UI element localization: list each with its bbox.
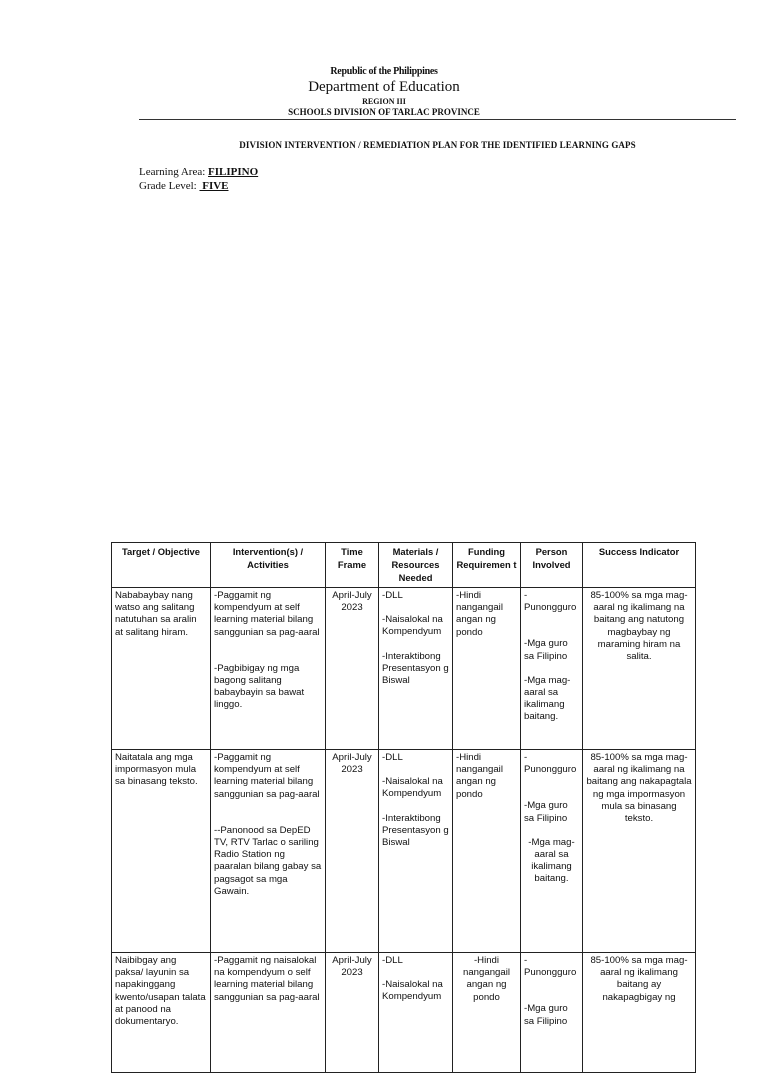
intervention-cell (211, 953, 326, 1073)
target-cell: Naitatala ang mga impormasyon mula sa binasang teksto. (112, 750, 211, 953)
person-item: - Punongguro (524, 752, 577, 776)
success-cell: 85-100% sa mga mag-aaral ng ikalimang na baitang ang nakapagtala ng mga impormasyon mula sa binasang teksto. (583, 750, 696, 953)
department-heading: Department of Education (308, 79, 460, 95)
person-item: - Punongguro (524, 955, 577, 979)
person-item: - Punongguro (524, 590, 577, 614)
region-heading: REGION III (362, 97, 406, 106)
col-header-person: Person Involved (521, 543, 583, 588)
intervention-plan-table (111, 542, 696, 1073)
republic-heading: Republic of the Philippines (330, 66, 438, 77)
col-header-target: Target / Objective (112, 543, 211, 588)
intervention-item: -Paggamit ng naisalokal na kompendyum o self learning material bilang sanggunian sa pag-aaral (214, 955, 320, 1003)
col-header-time-frame: Time Frame (326, 543, 379, 588)
materials-item: -Interaktibong Presentasyon g Biswal (382, 812, 449, 849)
materials-cell (379, 750, 453, 953)
intervention-item: -Pagbibigay ng mga bagong salitang babaybayin sa bawat linggo. (214, 662, 305, 711)
target-cell: Nababaybay nang watso ang salitang natutuhan sa aralin at salitang hiram. (112, 588, 211, 750)
header-divider (139, 119, 736, 120)
person-item: -Mga mag-aaral sa ikalimang baitang. (528, 836, 575, 885)
col-header-materials: Materials / Resources Needed (379, 543, 453, 588)
materials-cell (379, 953, 453, 1073)
success-cell: 85-100% sa mga mag-aaral ng ikalimang baitang ay nakapagbigay ng (583, 953, 696, 1073)
time-frame-cell: April-July 2023 (326, 953, 379, 1073)
person-cell (521, 588, 583, 750)
learning-area-value: FILIPINO (208, 166, 259, 178)
col-header-intervention: Intervention(s) / Activities (211, 543, 326, 588)
person-cell (521, 953, 583, 1073)
grade-level (139, 180, 229, 192)
table-row (112, 750, 696, 953)
time-frame-cell: April-July 2023 (326, 588, 379, 750)
funding-cell: -Hindi nangangail angan ng pondo (453, 953, 521, 1073)
materials-item: -DLL (382, 590, 403, 601)
intervention-item: -Paggamit ng kompendyum at self learning material bilang sanggunian sa pag-aaral (214, 590, 320, 638)
intervention-item: --Panonood sa DepED TV, RTV Tarlac o sariling Radio Station ng paaralan bilang gabay sa pagsagot sa mga Gawain. (214, 824, 322, 897)
table-row (112, 953, 696, 1073)
person-item: -Mga guro sa Filipino (524, 638, 568, 662)
success-cell: 85-100% sa mga mag-aaral ng ikalimang na baitang ang natutong magbaybay ng maraming hiram na salita. (583, 588, 696, 750)
materials-item: -Naisalokal na Kompendyum (382, 614, 443, 638)
materials-item: -Naisalokal na Kompendyum (382, 979, 443, 1003)
col-header-success: Success Indicator (583, 543, 696, 588)
person-item: -Mga mag-aaral sa ikalimang baitang. (524, 674, 571, 723)
materials-item: -DLL (382, 955, 403, 966)
materials-cell (379, 588, 453, 750)
materials-item: -Interaktibong Presentasyon g Biswal (382, 650, 449, 687)
plan-title: DIVISION INTERVENTION / REMEDIATION PLAN FOR THE IDENTIFIED LEARNING GAPS (239, 140, 636, 150)
intervention-cell (211, 588, 326, 750)
materials-item: -Naisalokal na Kompendyum (382, 776, 443, 800)
grade-level-value: FIVE (199, 180, 229, 192)
funding-cell: -Hindi nangangail angan ng pondo (453, 750, 521, 953)
time-frame-cell: April-July 2023 (326, 750, 379, 953)
materials-item: -DLL (382, 752, 403, 763)
col-header-funding: Funding Requiremen t (453, 543, 521, 588)
division-heading: SCHOOLS DIVISION OF TARLAC PROVINCE (288, 107, 480, 117)
learning-area (139, 166, 258, 178)
learning-area-label: Learning Area: (139, 166, 206, 178)
person-cell (521, 750, 583, 953)
person-item: -Mga guro sa Filipino (524, 1003, 568, 1027)
table-header-row (112, 543, 696, 588)
target-cell: Naibibgay ang paksa/ layunin sa napakinggang kwento/usapan talata at panood na dokumentaryo. (112, 953, 211, 1073)
table-row (112, 588, 696, 750)
intervention-cell (211, 750, 326, 953)
person-item: -Mga guro sa Filipino (524, 800, 568, 824)
funding-cell: -Hindi nangangail angan ng pondo (453, 588, 521, 750)
intervention-item: -Paggamit ng kompendyum at self learning material bilang sanggunian sa pag-aaral (214, 752, 320, 800)
grade-level-label: Grade Level: (139, 180, 197, 192)
